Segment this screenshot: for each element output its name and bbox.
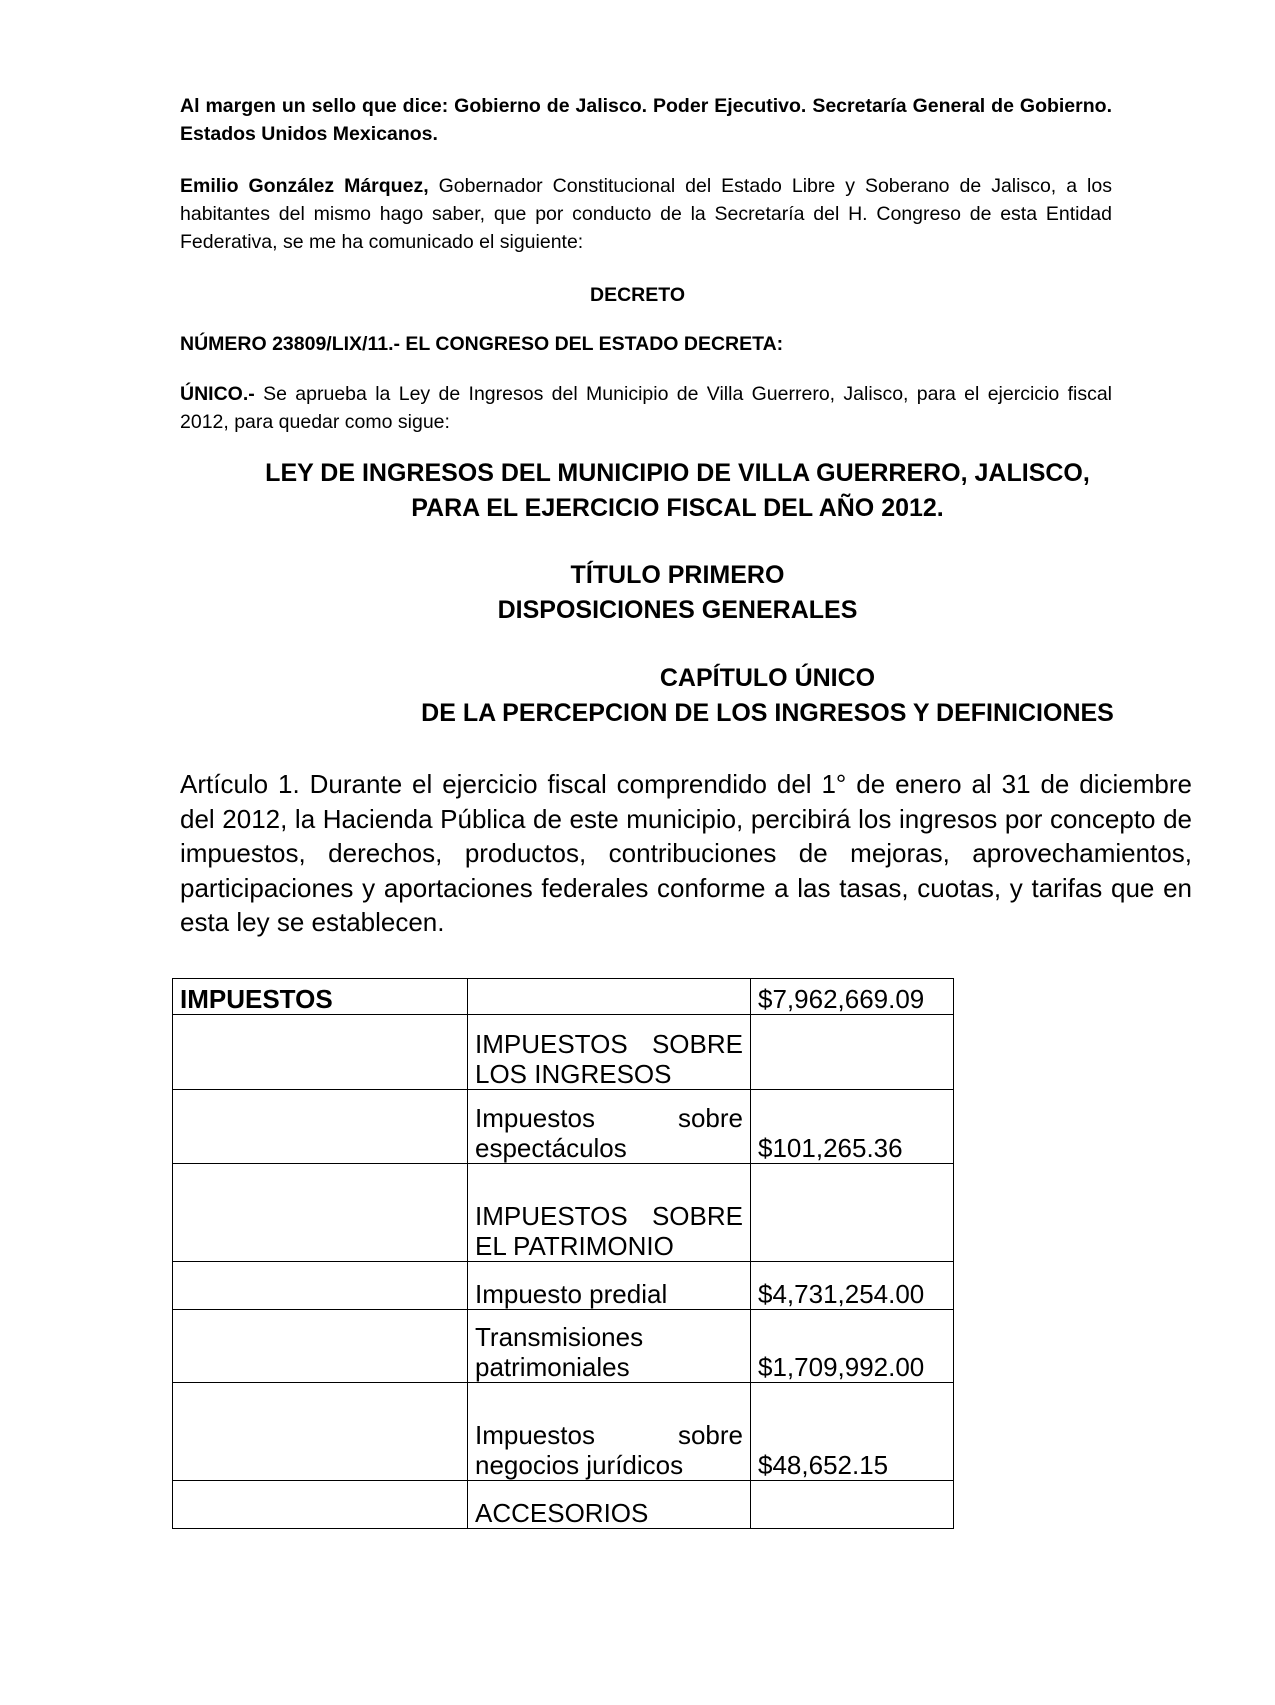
- capitulo-line2: DE LA PERCEPCION DE LOS INGRESOS Y DEFINICIONES: [421, 699, 1114, 727]
- table-cell: IMPUESTOS: [173, 979, 468, 1015]
- table-row: [173, 1383, 954, 1481]
- table-row: [173, 1015, 954, 1090]
- decree-number: NÚMERO 23809/LIX/11.- EL CONGRESO DEL ESTADO DECRETA:: [180, 333, 784, 355]
- table-cell: [173, 1262, 468, 1310]
- titulo-line1: TÍTULO PRIMERO: [570, 561, 785, 589]
- ingresos-table: [172, 978, 954, 1529]
- table-cell: IMPUESTOS SOBRE EL PATRIMONIO: [468, 1164, 751, 1262]
- table-cell: [173, 1481, 468, 1529]
- table-row: [173, 1262, 954, 1310]
- table-cell: [751, 1164, 954, 1262]
- table-cell: [173, 1164, 468, 1262]
- unico-text: Se aprueba la Ley de Ingresos del Municipio de Villa Guerrero, Jalisco, para el ejercicio fiscal 2012, para quedar como sigue:: [180, 383, 1112, 433]
- table-row: [173, 1164, 954, 1262]
- table-cell: [751, 1015, 954, 1090]
- governor-paragraph: [180, 172, 1112, 256]
- table-row: [173, 979, 954, 1015]
- table-cell: $1,709,992.00: [751, 1310, 954, 1383]
- governor-name: Emilio González Márquez,: [180, 175, 429, 197]
- table-cell: [173, 1015, 468, 1090]
- unico-label: ÚNICO.-: [180, 383, 255, 405]
- table-row: [173, 1481, 954, 1529]
- seal-note: [180, 92, 1112, 148]
- table-cell: Transmisiones patrimoniales: [468, 1310, 751, 1383]
- unico-paragraph: [180, 380, 1112, 436]
- table-cell: [173, 1383, 468, 1481]
- table-cell: ACCESORIOS: [468, 1481, 751, 1529]
- table-cell: $4,731,254.00: [751, 1262, 954, 1310]
- titulo-line2: DISPOSICIONES GENERALES: [497, 596, 858, 624]
- table-row: [173, 1090, 954, 1164]
- seal-note-text: Al margen un sello que dice: Gobierno de Jalisco. Poder Ejecutivo. Secretaría General de Gobierno. Estados Unidos Mexicanos.: [180, 95, 1112, 145]
- table-cell: [751, 1481, 954, 1529]
- table-cell: Impuestos sobre espectáculos: [468, 1090, 751, 1164]
- table-cell: IMPUESTOS SOBRE LOS INGRESOS: [468, 1015, 751, 1090]
- table-cell: $48,652.15: [751, 1383, 954, 1481]
- article-1: Artículo 1. Durante el ejercicio fiscal comprendido del 1° de enero al 31 de diciembre del 2012, la Hacienda Pública de este municipio, percibirá los ingresos por concepto de impuestos, derechos, productos, contribuciones de mejoras, aprovechamientos, participaciones y aportaciones federales conforme a las tasas, cuotas, y tarifas que en esta ley se establecen.: [180, 769, 1192, 937]
- table-cell: Impuesto predial: [468, 1262, 751, 1310]
- table-row: [173, 1310, 954, 1383]
- decree-heading: DECRETO: [590, 284, 685, 306]
- table-cell: $101,265.36: [751, 1090, 954, 1164]
- table-cell: $7,962,669.09: [751, 979, 954, 1015]
- law-title-line2: PARA EL EJERCICIO FISCAL DEL AÑO 2012.: [411, 494, 944, 522]
- table-cell: Impuestos sobre negocios jurídicos: [468, 1383, 751, 1481]
- table-cell: [173, 1090, 468, 1164]
- law-title-line1: LEY DE INGRESOS DEL MUNICIPIO DE VILLA GUERRERO, JALISCO,: [265, 459, 1090, 487]
- governor-text: Gobernador Constitucional del Estado Libre y Soberano de Jalisco, a los habitantes del mismo hago saber, que por conducto de la Secretaría del H. Congreso de esta Entidad Federativa, se me ha comunicado el siguiente:: [180, 175, 1112, 253]
- table-cell: [468, 979, 751, 1015]
- table-cell: [173, 1310, 468, 1383]
- capitulo-line1: CAPÍTULO ÚNICO: [659, 664, 876, 692]
